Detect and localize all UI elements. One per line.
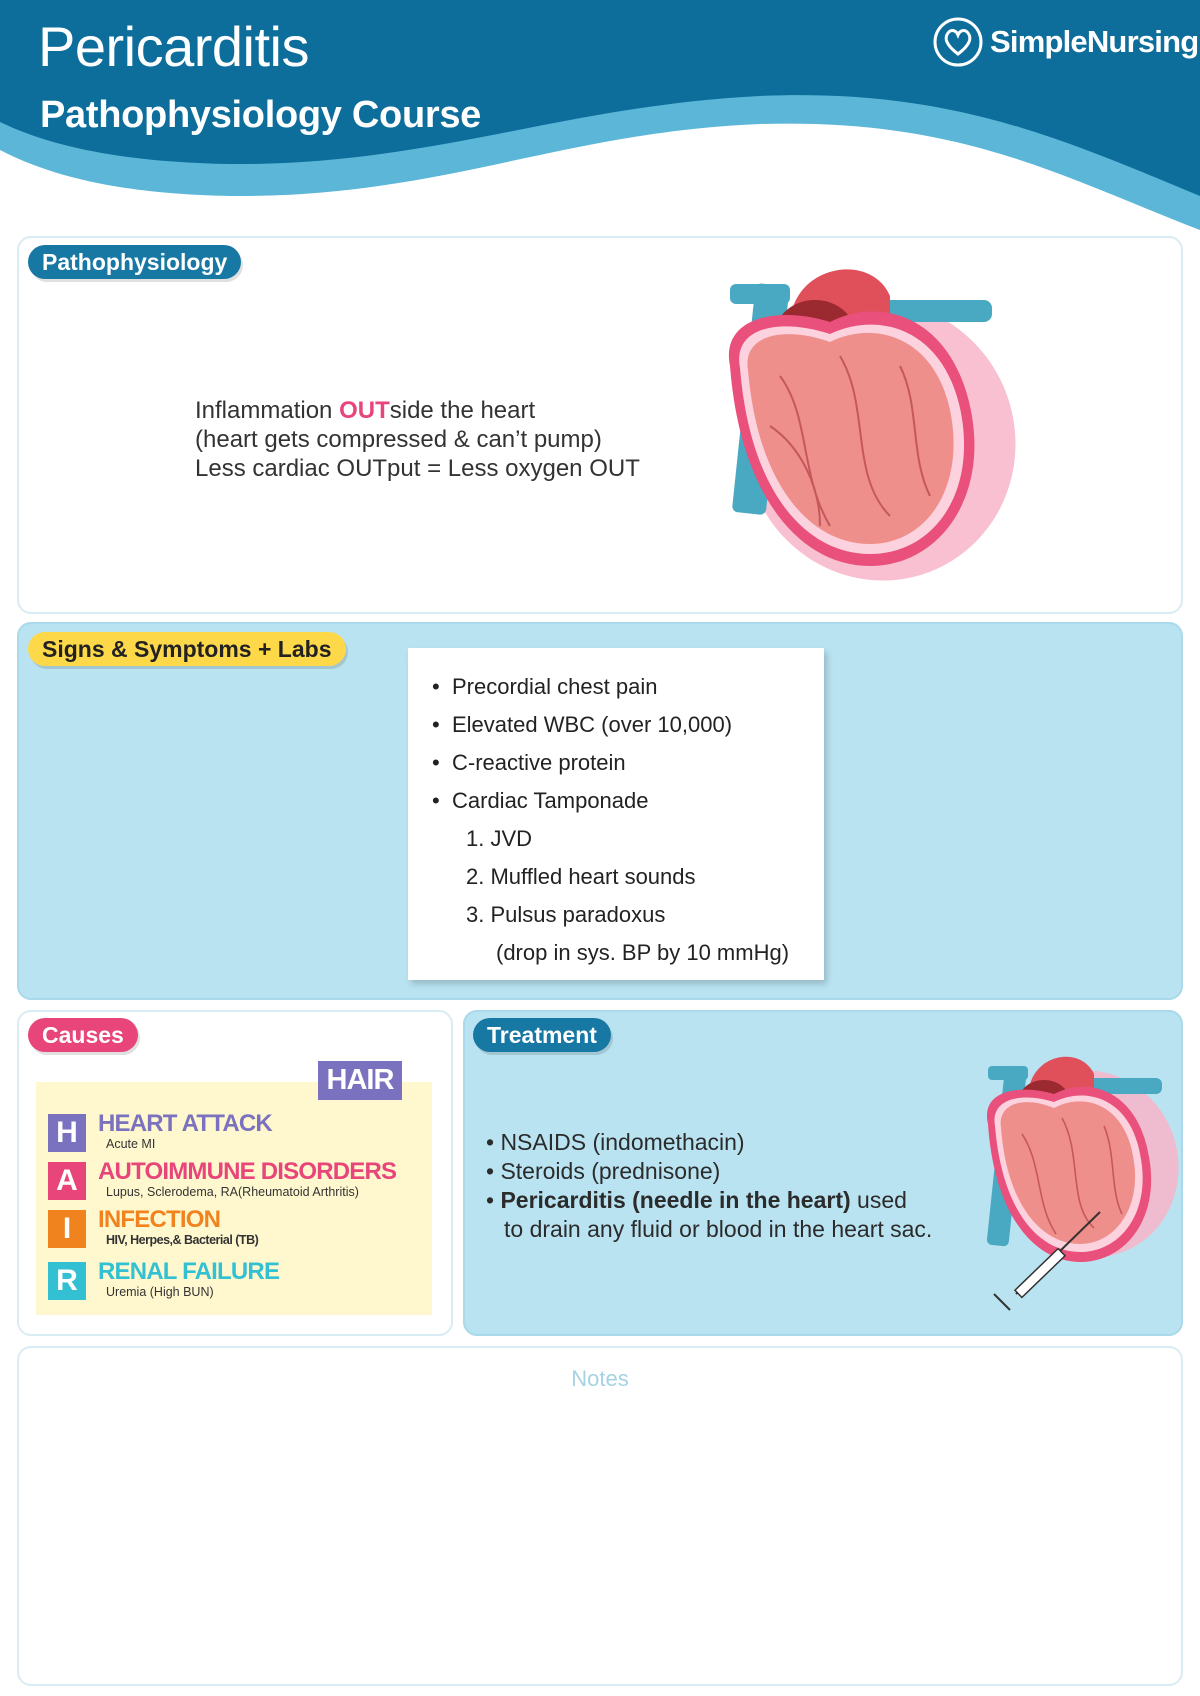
symptom-item: • Precordial chest pain [432,668,789,706]
signs-symptoms-label: Signs & Symptoms + Labs [28,632,346,666]
pulsus-note: (drop in sys. BP by 10 mmHg) [496,940,790,965]
treatment-label: Treatment [473,1018,611,1052]
cause-desc: Lupus, Sclerodema, RA(Rheumatoid Arthritis) [106,1185,359,1199]
notes-panel[interactable] [17,1346,1183,1686]
patho-line-3: Less cardiac OUTput = Less oxygen OUT [195,455,640,482]
cause-letter: A [48,1162,86,1200]
cause-letter: R [48,1262,86,1300]
cause-name: INFECTION [98,1206,221,1233]
heart-needle-illustration [980,1044,1180,1312]
cause-letter: I [48,1210,86,1248]
tamponade-sign: 2. Muffled heart sounds [466,864,696,889]
treatment-text [486,1128,932,1244]
out-highlight: OUT [339,397,390,424]
symptom-item: • Cardiac Tamponade [432,782,789,820]
brand-logo [932,16,1198,68]
cause-name: AUTOIMMUNE DISORDERS [98,1158,397,1185]
page-subtitle: Pathophysiology Course [40,94,482,136]
treatment-item: • Steroids (prednisone) [486,1158,721,1184]
treatment-item: • NSAIDS (indomethacin) [486,1129,745,1155]
cause-desc: Uremia (High BUN) [106,1285,214,1299]
brand-name: SimpleNursing [990,24,1199,59]
patho-line-1: Inflammation OUTside the heart [195,397,536,424]
cause-desc: Acute MI [106,1137,156,1151]
treatment-item-continued: to drain any fluid or blood in the heart sac. [504,1216,933,1242]
patho-line-2: (heart gets compressed & can’t pump) [195,426,602,453]
heart-illustration [720,256,1020,596]
hair-mnemonic-title: HAIR [318,1061,402,1100]
tamponade-sign: 1. JVD [466,826,533,851]
tamponade-sign: 3. Pulsus paradoxus [466,902,666,927]
symptoms-card [408,648,824,980]
pericardiocentesis-term: Pericarditis (needle in the heart) [500,1187,851,1213]
symptom-item: • Elevated WBC (over 10,000) [432,706,789,744]
symptom-item: • C-reactive protein [432,744,789,782]
stethoscope-heart-icon [932,16,984,68]
treatment-item: • Pericarditis (needle in the heart) used [486,1187,907,1213]
cause-desc: HIV, Herpes,& Bacterial (TB) [106,1233,259,1247]
pathophysiology-label: Pathophysiology [28,245,241,279]
causes-label: Causes [28,1018,138,1052]
page-title: Pericarditis [38,15,309,78]
cause-name: RENAL FAILURE [98,1258,280,1285]
symptoms-list [432,668,789,972]
notes-label: Notes [571,1366,629,1391]
pathophysiology-text [195,396,640,483]
cause-letter: H [48,1114,86,1152]
cause-name: HEART ATTACK [98,1110,272,1137]
